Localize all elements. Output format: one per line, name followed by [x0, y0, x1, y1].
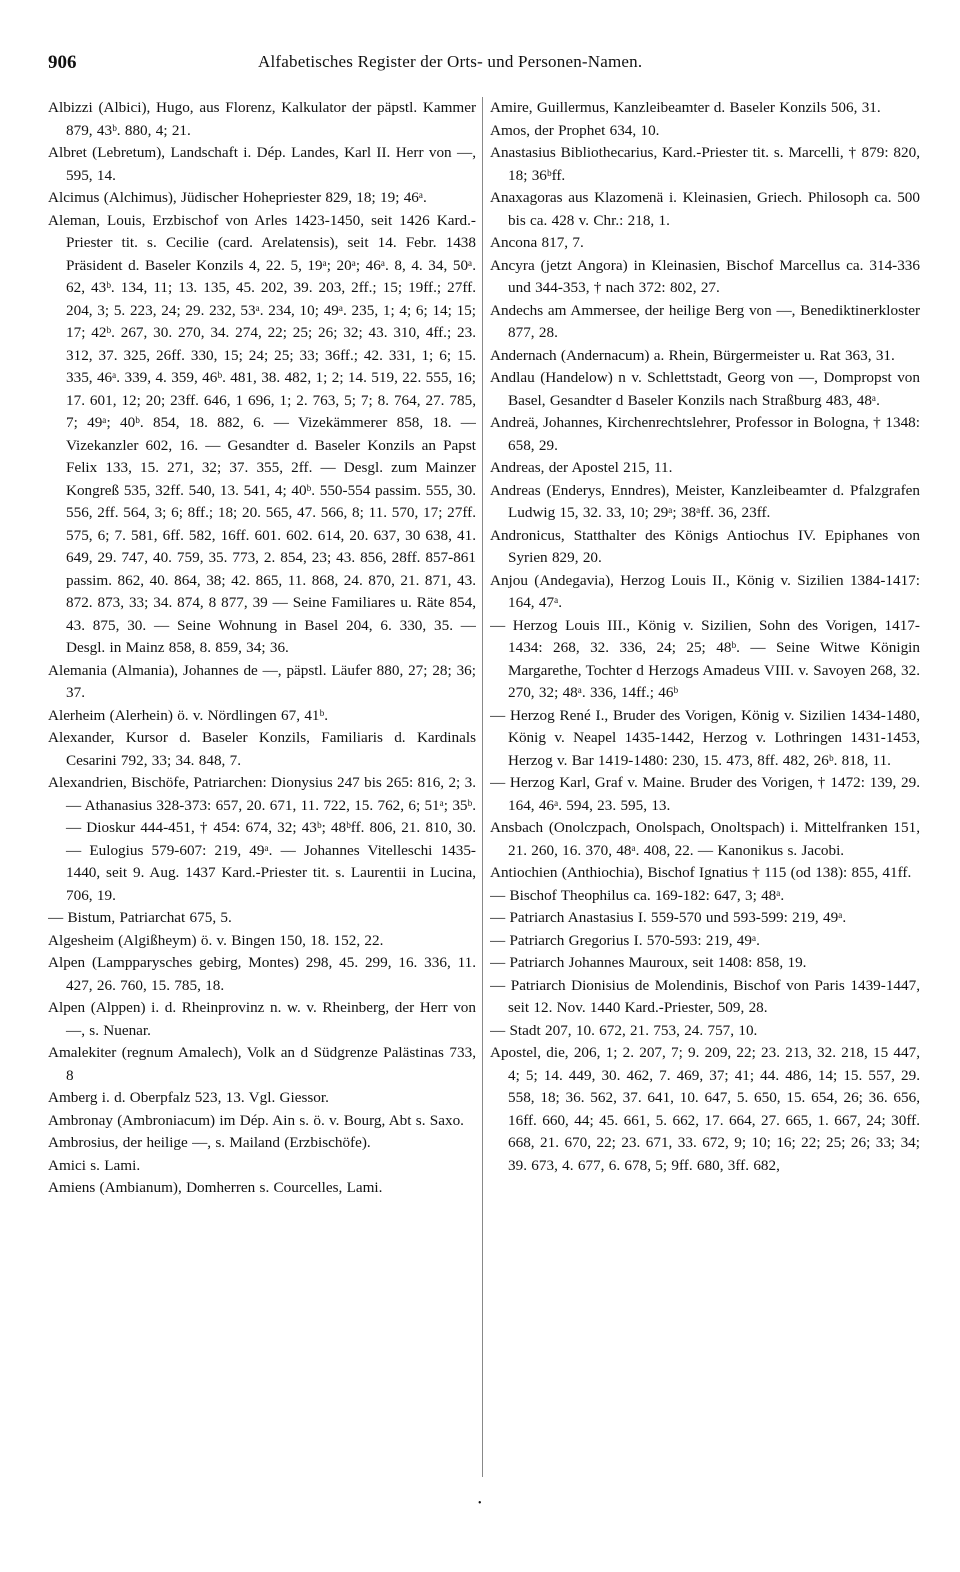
index-entry: — Patriarch Dionisius de Molendinis, Bischof von Paris 1439-1447, seit 12. Nov. 1440 Kard.-Priester, 509, 28. [490, 976, 920, 1016]
index-entry: Andlau (Handelow) n v. Schlettstadt, Georg von —, Dompropst von Basel, Gesandter d Baseler Konzils nach Straßburg 483, 48ᵃ. [490, 369, 920, 409]
page-header [48, 52, 928, 84]
index-entry: Amiens (Ambianum), Domherren s. Courcelles, Lami. [48, 1179, 383, 1196]
index-entry: Alexandrien, Bischöfe, Patriarchen: Dionysius 247 bis 265: 816, 2; 3. — Athanasius 328-373: 657, 20. 671, 11. 722, 15. 762, 6; 51ᵃ; 35ᵇ. — Dioskur 444-451, † 454: 674, 32; 43ᵇ; 48ᵇff. 806, 21. 810, 30. — Eulogius 579-607: 219, 49ᵃ. — Johannes Vitelleschi 1435-1440, seit 9. Aug. 1437 Kard.-Priester tit. s. Laurentii in Lucina, 706, 19. [48, 774, 476, 904]
page-number: 906 [48, 52, 77, 73]
index-entry: Andreä, Johannes, Kirchenrechtslehrer, Professor in Bologna, † 1348: 658, 29. [490, 414, 920, 454]
right-column [490, 97, 920, 1557]
index-entry: Andechs am Ammersee, der heilige Berg von —, Benediktinerkloster 877, 28. [490, 301, 920, 341]
index-entry: — Patriarch Anastasius I. 559-570 und 593-599: 219, 49ᵃ. [490, 909, 847, 926]
index-entry: — Patriarch Johannes Mauroux, seit 1408: 858, 19. [490, 954, 807, 971]
index-entry: Alemania (Almania), Johannes de —, päpstl. Läufer 880, 27; 28; 36; 37. [48, 661, 476, 701]
index-entry: Andronicus, Statthalter des Königs Antiochus IV. Epiphanes von Syrien 829, 20. [490, 526, 920, 566]
index-entry: Alerheim (Alerhein) ö. v. Nördlingen 67, 41ᵇ. [48, 706, 329, 724]
index-entry: Albret (Lebretum), Landschaft i. Dép. Landes, Karl II. Herr von —, 595, 14. [48, 144, 476, 184]
index-entry: Amici s. Lami. [48, 1156, 141, 1174]
index-entry: — Bischof Theophilus ca. 169-182: 647, 3; 48ᵃ. [490, 886, 785, 904]
index-entry: Andreas, der Apostel 215, 11. [490, 459, 673, 476]
index-entry: Anaxagoras aus Klazomenä i. Kleinasien, Griech. Philosoph ca. 500 bis ca. 428 v. Chr.: 218, 1. [490, 189, 920, 229]
index-entry: Anjou (Andegavia), Herzog Louis II., König v. Sizilien 1384-1417: 164, 47ᵃ. [490, 571, 920, 611]
index-entry: Amos, der Prophet 634, 10. [490, 121, 660, 139]
index-entry: Ambronay (Ambroniacum) im Dép. Ain s. ö. v. Bourg, Abt s. Saxo. [48, 1111, 464, 1129]
index-entry: — Herzog Karl, Graf v. Maine. Bruder des Vorigen, † 1472: 139, 29. 164, 46ᵃ. 594, 23. 595, 13. [490, 774, 920, 814]
index-entry: — Stadt 207, 10. 672, 21. 753, 24. 757, 10. [490, 1021, 758, 1039]
index-entry: Ancyra (jetzt Angora) in Kleinasien, Bischof Marcellus ca. 314-336 und 344-353, † nach 372: 802, 27. [490, 256, 920, 296]
decorative-dot: • [478, 1498, 482, 1509]
index-entry: Antiochien (Anthiochia), Bischof Ignatius † 115 (od 138): 855, 41ff. [490, 864, 912, 881]
index-entry: Albizzi (Albici), Hugo, aus Florenz, Kalkulator der päpstl. Kammer 879, 43ᵇ. 880, 4; 21. [48, 99, 476, 139]
index-entry: Alexander, Kursor d. Baseler Konzils, Familiaris d. Kardinals Cesarini 792, 33; 34. 848, 7. [48, 729, 476, 769]
left-column [48, 97, 476, 1557]
index-entry: Algesheim (Algißheym) ö. v. Bingen 150, 18. 152, 22. [48, 931, 384, 949]
index-entry: Ambrosius, der heilige —, s. Mailand (Erzbischöfe). [48, 1134, 371, 1151]
index-entry: Alpen (Alppen) i. d. Rheinprovinz n. w. v. Rheinberg, der Herr von —, s. Nuenar. [48, 999, 476, 1039]
index-entry: Aleman, Louis, Erzbischof von Arles 1423-1450, seit 1426 Kard.-Priester tit. s. Cecilie (card. Arelatensis), seit 14. Febr. 1438 Präsident d. Baseler Konzils 4, 22. 5, 19ᵃ; 20ᵃ; 46ᵃ. 8, 4. 34, 50ᵃ. 62, 43ᵇ. 134, 11; 13. 135, 45. 202, 39. 203, 2ff.; 15; 19ff.; 27ff. 204, 3; 5. 223, 24; 29. 232, 53ᵃ. 234, 10; 49ᵃ. 235, 1; 4; 6; 14; 15; 17; 42ᵇ. 267, 30. 270, 34. 274, 22; 25; 26; 32; 43. 310, 4ff.; 23. 312, 37. 325, 26ff. 330, 15; 24; 25; 33; 36ff.; 42. 331, 1; 6; 15. 335, 46ᵃ. 339, 4. 359, 46ᵇ. 481, 38. 482, 1; 2; 14. 519, 22. 555, 16; 17. 601, 12; 20; 23ff. 646, 1 696, 1; 2. 763, 5; 7; 8. 764, 27. 785, 7; 49ᵃ; 40ᵇ. 854, 18. 882, 6. — Vizekämmerer 858, 18. — Vizekanzler 602, 16. — Gesandter d. Baseler Konzils an Papst Felix 133, 15. 271, 32; 37. 355, 2ff. — Desgl. zum Mainzer Kongreß 535, 32ff. 540, 13. 541, 4; 40ᵇ. 550-554 passim. 555, 30. 556, 2ff. 564, 3; 6; 8ff.; 18; 20. 565, 47. 566, 8; 11. 570, 17; 27ff. 575, 6; 7. 581, 6ff. 582, 16ff. 601. 602. 614, 20. 637, 30 638, 41. 649, 29. 747, 40. 759, 35. 773, 2. 854, 23; 43. 856, 28ff. 857-861 passim. 862, 40. 864, 38; 42. 865, 11. 868, 24. 870, 21. 871, 43. 872. 873, 33; 34. 874, 8 877, 39 — Seine Familiares u. Räte 854, 43. 875, 30. — Seine Wohnung in Basel 204, 6. 330, 35. — Desgl. in Mainz 858, 8. 859, 34; 36. [48, 211, 476, 656]
index-entry: Amberg i. d. Oberpfalz 523, 13. Vgl. Giessor. [48, 1089, 329, 1106]
index-entry: Apostel, die, 206, 1; 2. 207, 7; 9. 209, 22; 23. 213, 32. 218, 15 447, 4; 5; 14. 449, 30. 462, 7. 469, 37; 41; 44. 486, 14; 15. 557, 29. 558, 18; 36. 562, 37. 641, 10. 647, 5. 650, 15. 654, 26; 36. 656, 16ff. 660, 44; 45. 661, 5. 662, 17. 664, 27. 665, 1. 667, 24; 30ff. 668, 21. 670, 22; 23. 671, 33. 672, 9; 10; 16; 22; 25; 26; 33; 34; 39. 673, 4. 677, 6. 678, 5; 9ff. 680, 3ff. 682, [490, 1044, 920, 1174]
index-entry: Andernach (Andernacum) a. Rhein, Bürgermeister u. Rat 363, 31. [490, 346, 895, 364]
column-divider [482, 97, 483, 1477]
index-entry: Amire, Guillermus, Kanzleibeamter d. Baseler Konzils 506, 31. [490, 99, 881, 116]
index-entry: — Herzog Louis III., König v. Sizilien, Sohn des Vorigen, 1417-1434: 268, 32. 336, 24; 25; 48ᵇ. — Seine Witwe Königin Margarethe, Tochter d Herzogs Amadeus VIII. v. Savoyen 268, 32. 270, 32; 48ᵃ. 336, 14ff.; 46ᵇ [490, 616, 920, 701]
index-entry: Alcimus (Alchimus), Jüdischer Hohepriester 829, 18; 19; 46ᵃ. [48, 189, 427, 206]
index-entry: Ansbach (Onolczpach, Onolspach, Onoltspach) i. Mittelfranken 151, 21. 260, 16. 370, 48ᵃ. 408, 22. — Kanonikus s. Jacobi. [490, 819, 920, 859]
index-entry: — Patriarch Gregorius I. 570-593: 219, 49ᵃ. [490, 931, 760, 949]
index-entry: Ancona 817, 7. [490, 234, 584, 251]
index-entry: Alpen (Lampparysches gebirg, Montes) 298, 45. 299, 16. 336, 11. 427, 26. 760, 15. 785, 18. [48, 954, 476, 994]
index-entry: — Bistum, Patriarchat 675, 5. [48, 909, 232, 926]
index-entry: Anastasius Bibliothecarius, Kard.-Priester tit. s. Marcelli, † 879: 820, 18; 36ᵇff. [490, 144, 920, 184]
index-entry: — Herzog René I., Bruder des Vorigen, König v. Sizilien 1434-1480, König v. Neapel 1435-1442, Herzog v. Lothringen 1431-1453, Herzog v. Bar 1419-1480: 230, 15. 473, 8ff. 482, 26ᵇ. 818, 11. [490, 706, 920, 769]
index-entry: Amalekiter (regnum Amalech), Volk an d Südgrenze Palästinas 733, 8 [48, 1044, 476, 1084]
running-title: Alfabetisches Register der Orts- und Personen-Namen. [258, 52, 643, 71]
index-entry: Andreas (Enderys, Enndres), Meister, Kanzleibeamter d. Pfalzgrafen Ludwig 15, 32. 33, 10; 29ᵃ; 38ᵃff. 36, 23ff. [490, 481, 920, 521]
